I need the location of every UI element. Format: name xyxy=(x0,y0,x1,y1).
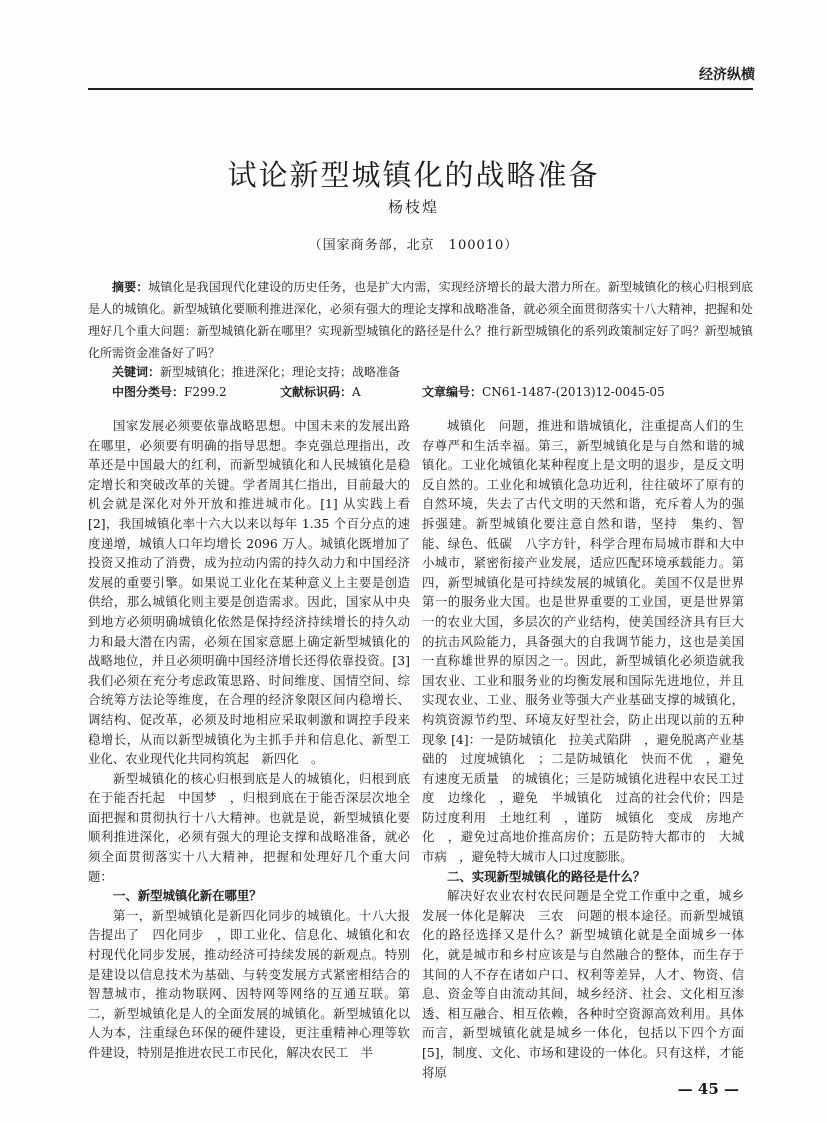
article-number: 文章编号：CN61-1487-(2013)12-0045-05 xyxy=(422,385,665,399)
keywords-text: 新型城镇化；推进深化；理论支持；战略准备 xyxy=(160,365,401,379)
keywords xyxy=(112,362,752,382)
left-column xyxy=(88,416,410,1063)
paragraph: 城镇化 问题，推进和谐城镇化，注重提高人们的生存尊严和生活幸福。第三，新型城镇化是与自然和谐的城镇化。工业化城镇化某种程度上是文明的退步，是反文明反自然的。工业化和城镇化急功近利，往往破坏了原有的自然环境，失去了古代文明的天然和谐，充斥着人为的强拆强建。新型城镇化要注意自然和谐，坚持 集约、智能、绿色、低碳 八字方针，科学合理布局城市群和大中小城市，紧密衔接产业发展，适应匹配环境承载能力。第四，新型城镇化是可持续发展的城镇化。美国不仅是世界第一的服务业大国。也是世界重要的工业国，更是世界第一的农业大国，多层次的产业结构，使美国经济具有巨大的抗击风险能力，具备强大的自我调节能力，这也是美国一直称雄世界的原因之一。因此，新型城镇化必须造就我国农业、工业和服务业的均衡发展和国际先进地位，并且实现农业、工业、服务业等强大产业基础支撑的城镇化，构筑资源节约型、环境友好型社会，防止出现以前的五种现象 [4]：一是防城镇化 拉美式陷阱 ，避免脱离产业基础的 过度城镇化 ；二是防城镇化 快而不优 ，避免 有速度无质量 的城镇化；三是防城镇化进程中农民工过度 边缘化 ，避免 半城镇化 过高的社会代价；四是防过度利用 土地红利 ，谨防 城镇化 变成 房地产化 ，避免过高地价推高房价；五是防特大都市的 大城市病 ，避免特大城市人口过度膨胀。 xyxy=(422,418,757,865)
author: 杨枝煌 xyxy=(387,198,439,216)
abstract-text: 城镇化是我国现代化建设的历史任务，也是扩大内需，实现经济增长的最大潜力所在。新型城镇化的核心归根到底是人的城镇化。新型城镇化要顺利推进深化，必须有强大的理论支撑和战略准备，就必须全面贯彻落实十八大精神，把握和处理好几个重大问题：新型城镇化新在哪里？实现新型城镇化的路径是什么？推行新型城镇化的系列政策制定好了吗？新型城镇化所需资金准备好了吗？ xyxy=(88,280,753,360)
document-code: 文献标识码：A xyxy=(280,385,361,399)
section-heading: 二、实现新型城镇化的路径是什么？ xyxy=(447,868,646,884)
abstract-label: 摘要： xyxy=(112,280,149,294)
header-rule xyxy=(88,88,753,90)
article-title: 试论新型城镇化的战略准备 xyxy=(227,158,600,193)
right-column xyxy=(422,416,757,1082)
paragraph: 国家发展必须要依靠战略思想。中国未来的发展出路在哪里，必须要有明确的指导思想。李克强总理指出，改革还是中国最大的红利，而新型城镇化和人民城镇化是稳定增长和突破改革的关键。学者周其仁指出，目前最大的机会就是深化对外开放和推进城市化。[1] 从实践上看 [2]，我国城镇化率十六大以来以每年 1.35 个百分点的速度递增，城镇人口年均增长 2096 万人。城镇化既增加了投资又推动了消费，成为拉动内需的持久动力和中国经济发展的重要引擎。如果说工业化在某种意义上主要是创造供给，那么城镇化则主要是创造需求。因此，国家从中央到地方必须明确城镇化依然是保持经济持续增长的持久动力和最大潜在内需，必须在国家意愿上确定新型城镇化的战略地位，并且必须明确中国经济增长还得依靠投资。[3] 我们必须在充分考虑政策思路、时间维度、国情空间、综合统筹方法论等维度，在合理的经济象限区间内稳增长、调结构、促改革，必须及时地相应采取刺激和调控手段来稳增长，从而以新型城镇化为主抓手并和信息化、新型工业化、农业现代化共同构筑起 新四化 。 xyxy=(88,418,410,767)
affiliation: （国家商务部，北京 100010） xyxy=(308,238,519,253)
section-heading: 一、新型城镇化新在哪里？ xyxy=(113,888,262,904)
clc-number: 中图分类号：F299.2 xyxy=(112,385,227,399)
paragraph: 第一，新型城镇化是新四化同步的城镇化。十八大报告提出了 四化同步 ，即工业化、信息化、城镇化和农村现代化同步发展，推动经济可持续发展的新观点。特别是建设以信息技术为基础、与转变发展方式紧密相结合的智慧城市，推动物联网、因特网等网络的互通互联。第二，新型城镇化是人的全面发展的城镇化。新型城镇化以人为本，注重绿色环保的硬件建设，更注重精神心理等软件建设，特别是推进农民工市民化，解决农民工 半 xyxy=(88,907,410,1060)
column-title: 经济纵横 xyxy=(699,67,755,83)
abstract xyxy=(88,276,753,364)
paragraph: 解决好农业农村农民问题是全党工作重中之重，城乡发展一体化是解决 三农 问题的根本途径。而新型城镇化的路径选择又是什么？新型城镇化就是全面城乡一体化，就是城市和乡村应该是与自然融合的整体，而生存于其间的人不存在诸如户口、权利等差异，人才、物资、信息、资金等自由流动其间，城乡经济、社会、文化相互渗透、相互融合、相互依赖，各种时空资源高效利用。具体而言，新型城镇化就是城乡一体化，包括以下四个方面 [5]，制度、文化、市场和建设的一体化。只有这样，才能将原 xyxy=(422,888,744,1080)
paragraph: 新型城镇化的核心归根到底是人的城镇化，归根到底在于能否托起 中国梦 ，归根到底在于能否深层次地全面把握和贯彻执行十八大精神。也就是说，新型城镇化要顺利推进深化，必须有强大的理论支撑和战略准备，就必须全面贯彻落实十八大精神，把握和处理好几个重大问题： xyxy=(88,770,410,884)
page-number: — 45 — xyxy=(677,1080,739,1098)
keywords-label: 关键词： xyxy=(112,365,161,379)
